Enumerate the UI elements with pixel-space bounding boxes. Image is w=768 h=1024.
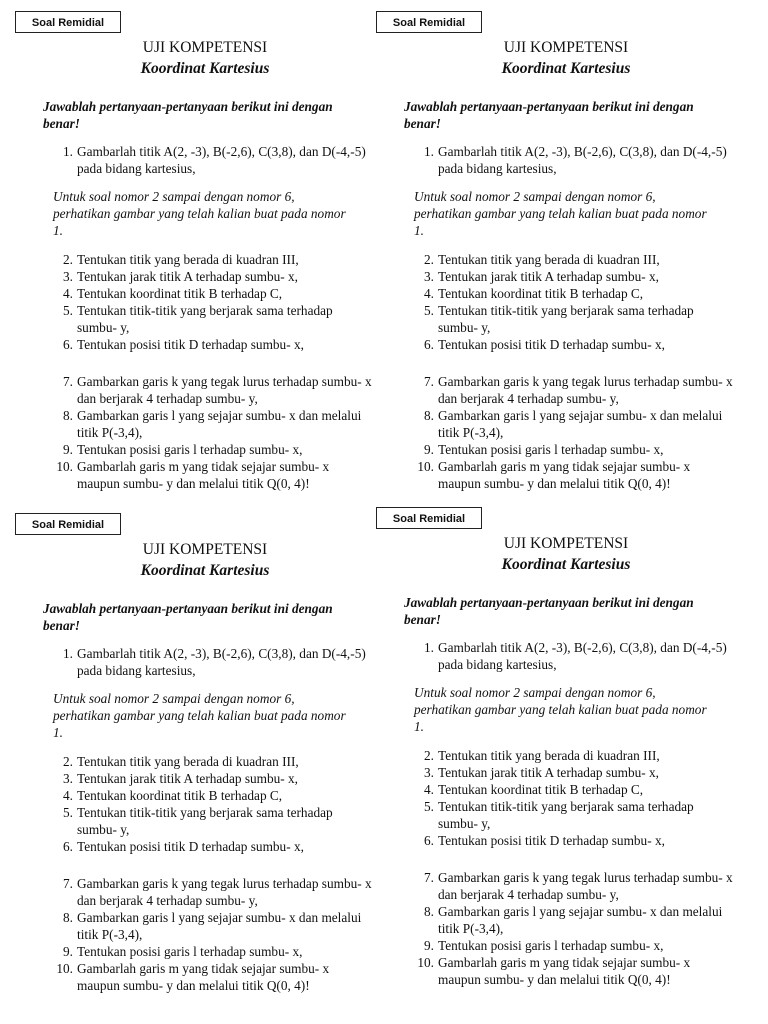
question-list-1	[53, 645, 373, 679]
question-item: 6. Tentukan posisi titik D terhadap sumbu- x,	[424, 833, 665, 848]
question-item: 3. Tentukan jarak titik A terhadap sumbu- x,	[424, 765, 660, 780]
soal-remidial-badge: Soal Remidial	[376, 11, 482, 33]
question-item: 1. Gambarlah titik A(2, -3), B(-2,6), C(3,8), dan D(-4,-5) pada bidang kartesius,	[63, 646, 366, 678]
note: Untuk soal nomor 2 sampai dengan nomor 6, perhatikan gambar yang telah kalian buat pada nomor 1.	[53, 189, 346, 238]
question-item: 2. Tentukan titik yang berada di kuadran III,	[63, 754, 299, 769]
question-item: 1. Gambarlah titik A(2, -3), B(-2,6), C(3,8), dan D(-4,-5) pada bidang kartesius,	[424, 640, 727, 672]
question-item: 8. Gambarkan garis l yang sejajar sumbu- x dan melalui titik P(-3,4),	[424, 904, 723, 936]
question-item: 7. Gambarkan garis k yang tegak lurus terhadap sumbu- x dan berjarak 4 terhadap sumbu- y,	[63, 876, 372, 908]
question-list-3	[414, 373, 734, 492]
question-item: 2. Tentukan titik yang berada di kuadran III,	[424, 748, 660, 763]
question-list-2	[53, 251, 373, 353]
instruction: Jawablah pertanyaan-pertanyaan berikut ini dengan benar!	[43, 601, 333, 633]
question-item: 8. Gambarkan garis l yang sejajar sumbu- x dan melalui titik P(-3,4),	[424, 408, 723, 440]
page-subtitle: Koordinat Kartesius	[501, 60, 631, 77]
question-item: 9. Tentukan posisi garis l terhadap sumbu- x,	[63, 442, 303, 457]
instruction: Jawablah pertanyaan-pertanyaan berikut ini dengan benar!	[404, 99, 694, 131]
question-list-3	[53, 373, 373, 492]
question-item: 5. Tentukan titik-titik yang berjarak sama terhadap sumbu- y,	[63, 303, 333, 335]
question-item: 6. Tentukan posisi titik D terhadap sumbu- x,	[424, 337, 665, 352]
question-item: 2. Tentukan titik yang berada di kuadran III,	[424, 252, 660, 267]
question-list-3	[414, 869, 734, 988]
question-list-2	[414, 251, 734, 353]
page-title: UJI KOMPETENSI	[142, 39, 268, 56]
question-item: 4. Tentukan koordinat titik B terhadap C,	[424, 782, 644, 797]
question-item: 4. Tentukan koordinat titik B terhadap C,	[63, 788, 283, 803]
question-item: 7. Gambarkan garis k yang tegak lurus terhadap sumbu- x dan berjarak 4 terhadap sumbu- y,	[424, 374, 733, 406]
question-item: 5. Tentukan titik-titik yang berjarak sama terhadap sumbu- y,	[424, 799, 694, 831]
question-item: 1. Gambarlah titik A(2, -3), B(-2,6), C(3,8), dan D(-4,-5) pada bidang kartesius,	[63, 144, 366, 176]
question-list-3	[53, 875, 373, 994]
question-item: 9. Tentukan posisi garis l terhadap sumbu- x,	[424, 938, 664, 953]
question-item: 10. Gambarlah garis m yang tidak sejajar sumbu- x maupun sumbu- y dan melalui titik Q(0, 4)!	[56, 459, 330, 491]
soal-remidial-badge: Soal Remidial	[15, 513, 121, 535]
question-list-1	[414, 143, 734, 177]
note: Untuk soal nomor 2 sampai dengan nomor 6, perhatikan gambar yang telah kalian buat pada nomor 1.	[53, 691, 346, 740]
question-item: 4. Tentukan koordinat titik B terhadap C,	[424, 286, 644, 301]
note: Untuk soal nomor 2 sampai dengan nomor 6, perhatikan gambar yang telah kalian buat pada nomor 1.	[414, 189, 707, 238]
note: Untuk soal nomor 2 sampai dengan nomor 6, perhatikan gambar yang telah kalian buat pada nomor 1.	[414, 685, 707, 734]
question-item: 3. Tentukan jarak titik A terhadap sumbu- x,	[63, 269, 299, 284]
page-title: UJI KOMPETENSI	[142, 541, 268, 558]
page-title: UJI KOMPETENSI	[503, 535, 629, 552]
question-item: 10. Gambarlah garis m yang tidak sejajar sumbu- x maupun sumbu- y dan melalui titik Q(0, 4)!	[56, 961, 330, 993]
page-title: UJI KOMPETENSI	[503, 39, 629, 56]
question-item: 7. Gambarkan garis k yang tegak lurus terhadap sumbu- x dan berjarak 4 terhadap sumbu- y,	[63, 374, 372, 406]
question-item: 9. Tentukan posisi garis l terhadap sumbu- x,	[424, 442, 664, 457]
question-list-2	[414, 747, 734, 849]
question-item: 7. Gambarkan garis k yang tegak lurus terhadap sumbu- x dan berjarak 4 terhadap sumbu- y,	[424, 870, 733, 902]
page-subtitle: Koordinat Kartesius	[501, 556, 631, 573]
question-item: 4. Tentukan koordinat titik B terhadap C,	[63, 286, 283, 301]
question-item: 6. Tentukan posisi titik D terhadap sumbu- x,	[63, 839, 304, 854]
question-item: 10. Gambarlah garis m yang tidak sejajar sumbu- x maupun sumbu- y dan melalui titik Q(0, 4)!	[417, 459, 691, 491]
question-list-1	[414, 639, 734, 673]
question-item: 1. Gambarlah titik A(2, -3), B(-2,6), C(3,8), dan D(-4,-5) pada bidang kartesius,	[424, 144, 727, 176]
question-list-2	[53, 753, 373, 855]
question-item: 2. Tentukan titik yang berada di kuadran III,	[63, 252, 299, 267]
question-item: 5. Tentukan titik-titik yang berjarak sama terhadap sumbu- y,	[424, 303, 694, 335]
page-subtitle: Koordinat Kartesius	[140, 60, 270, 77]
question-item: 8. Gambarkan garis l yang sejajar sumbu- x dan melalui titik P(-3,4),	[63, 910, 362, 942]
soal-remidial-badge: Soal Remidial	[376, 507, 482, 529]
question-item: 10. Gambarlah garis m yang tidak sejajar sumbu- x maupun sumbu- y dan melalui titik Q(0, 4)!	[417, 955, 691, 987]
question-item: 6. Tentukan posisi titik D terhadap sumbu- x,	[63, 337, 304, 352]
soal-remidial-badge: Soal Remidial	[15, 11, 121, 33]
question-item: 9. Tentukan posisi garis l terhadap sumbu- x,	[63, 944, 303, 959]
instruction: Jawablah pertanyaan-pertanyaan berikut ini dengan benar!	[43, 99, 333, 131]
question-item: 3. Tentukan jarak titik A terhadap sumbu- x,	[424, 269, 660, 284]
page-subtitle: Koordinat Kartesius	[140, 562, 270, 579]
instruction: Jawablah pertanyaan-pertanyaan berikut ini dengan benar!	[404, 595, 694, 627]
question-list-1	[53, 143, 373, 177]
question-item: 8. Gambarkan garis l yang sejajar sumbu- x dan melalui titik P(-3,4),	[63, 408, 362, 440]
question-item: 3. Tentukan jarak titik A terhadap sumbu- x,	[63, 771, 299, 786]
question-item: 5. Tentukan titik-titik yang berjarak sama terhadap sumbu- y,	[63, 805, 333, 837]
